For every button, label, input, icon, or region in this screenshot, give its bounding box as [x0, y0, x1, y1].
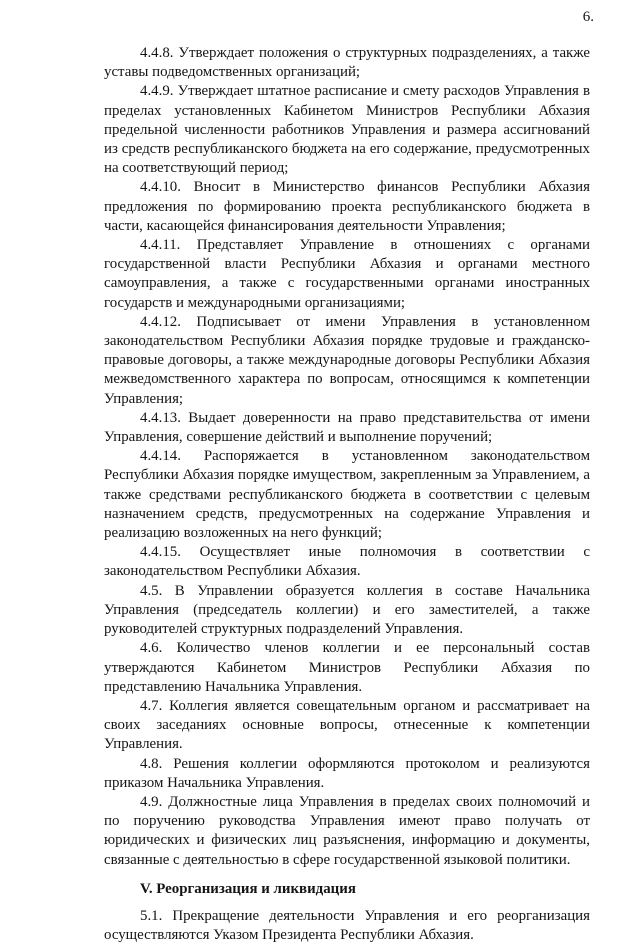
paragraph-4-8: 4.8. Решения коллегии оформляются протоколом и реализуются приказом Начальника Управления.	[104, 755, 590, 791]
paragraph-4-9: 4.9. Должностные лица Управления в пределах своих полномочий и по поручению руководства Управления имеют право получать от юридических и физических лиц разъяснения, информацию и документы, связанные с деятельностью в сфере государственной языковой политики.	[104, 793, 590, 868]
section-heading: V. Реорганизация и ликвидация	[140, 880, 356, 897]
paragraph-4-4-14: 4.4.14. Распоряжается в установленном законодательством Республики Абхазия порядке имуществом, закрепленным за Управлением, а также средствами республиканского бюджета в соответствии с целевым назначением средств, предусмотренных на содержание Управления и реализацию возложенных на него функций;	[104, 448, 590, 542]
paragraph-4-5: 4.5. В Управлении образуется коллегия в составе Начальника Управления (председатель коллегии) и его заместителей, а также руководителей структурных подразделений Управления.	[104, 582, 590, 638]
paragraph-4-4-11: 4.4.11. Представляет Управление в отношениях с органами государственной власти Республики Абхазия и органами местного самоуправления, а также с государственными органами иностранных государств и международными организациями;	[104, 237, 590, 311]
paragraph-4-6: 4.6. Количество членов коллегии и ее персональный состав утверждаются Кабинетом Министров Республики Абхазия по представлению Начальника Управления.	[104, 640, 590, 695]
paragraph-4-4-12: 4.4.12. Подписывает от имени Управления в установленном законодательством Республики Абхазия порядке трудовые и гражданско-правовые договоры, а также международные договоры Республики Абхазия межведомственного характера по вопросам, относящимся к компетенции Управления;	[104, 313, 590, 407]
paragraph-4-4-13: 4.4.13. Выдает доверенности на право представительства от имени Управления, совершение действий и выполнение поручений;	[104, 409, 590, 446]
paragraph-4-7: 4.7. Коллегия является совещательным органом и рассматривает на своих заседаниях основные вопросы, отнесенные к компетенции Управления.	[104, 697, 590, 753]
page-number: 6.	[582, 9, 594, 25]
paragraph-5-1: 5.1. Прекращение деятельности Управления и его реорганизация осуществляются Указом Президента Республики Абхазия.	[104, 907, 590, 944]
document-body	[104, 44, 590, 945]
paragraph-4-4-8: 4.4.8. Утверждает положения о структурных подразделениях, а также уставы подведомственных организаций;	[104, 45, 590, 81]
paragraph-4-4-9: 4.4.9. Утверждает штатное расписание и смету расходов Управления в пределах установленных Кабинетом Министров Республики Абхазия предельной численности работников Управления и размера ассигнований из средств республиканского бюджета на его содержание, предусмотренных на соответствующий период;	[104, 83, 590, 177]
paragraph-4-4-10: 4.4.10. Вносит в Министерство финансов Республики Абхазия предложения по формированию проекта республиканского бюджета в части, касающейся финансирования деятельности Управления;	[104, 179, 590, 234]
paragraph-4-4-15: 4.4.15. Осуществляет иные полномочия в соответствии с законодательством Республики Абхазия.	[104, 544, 590, 580]
